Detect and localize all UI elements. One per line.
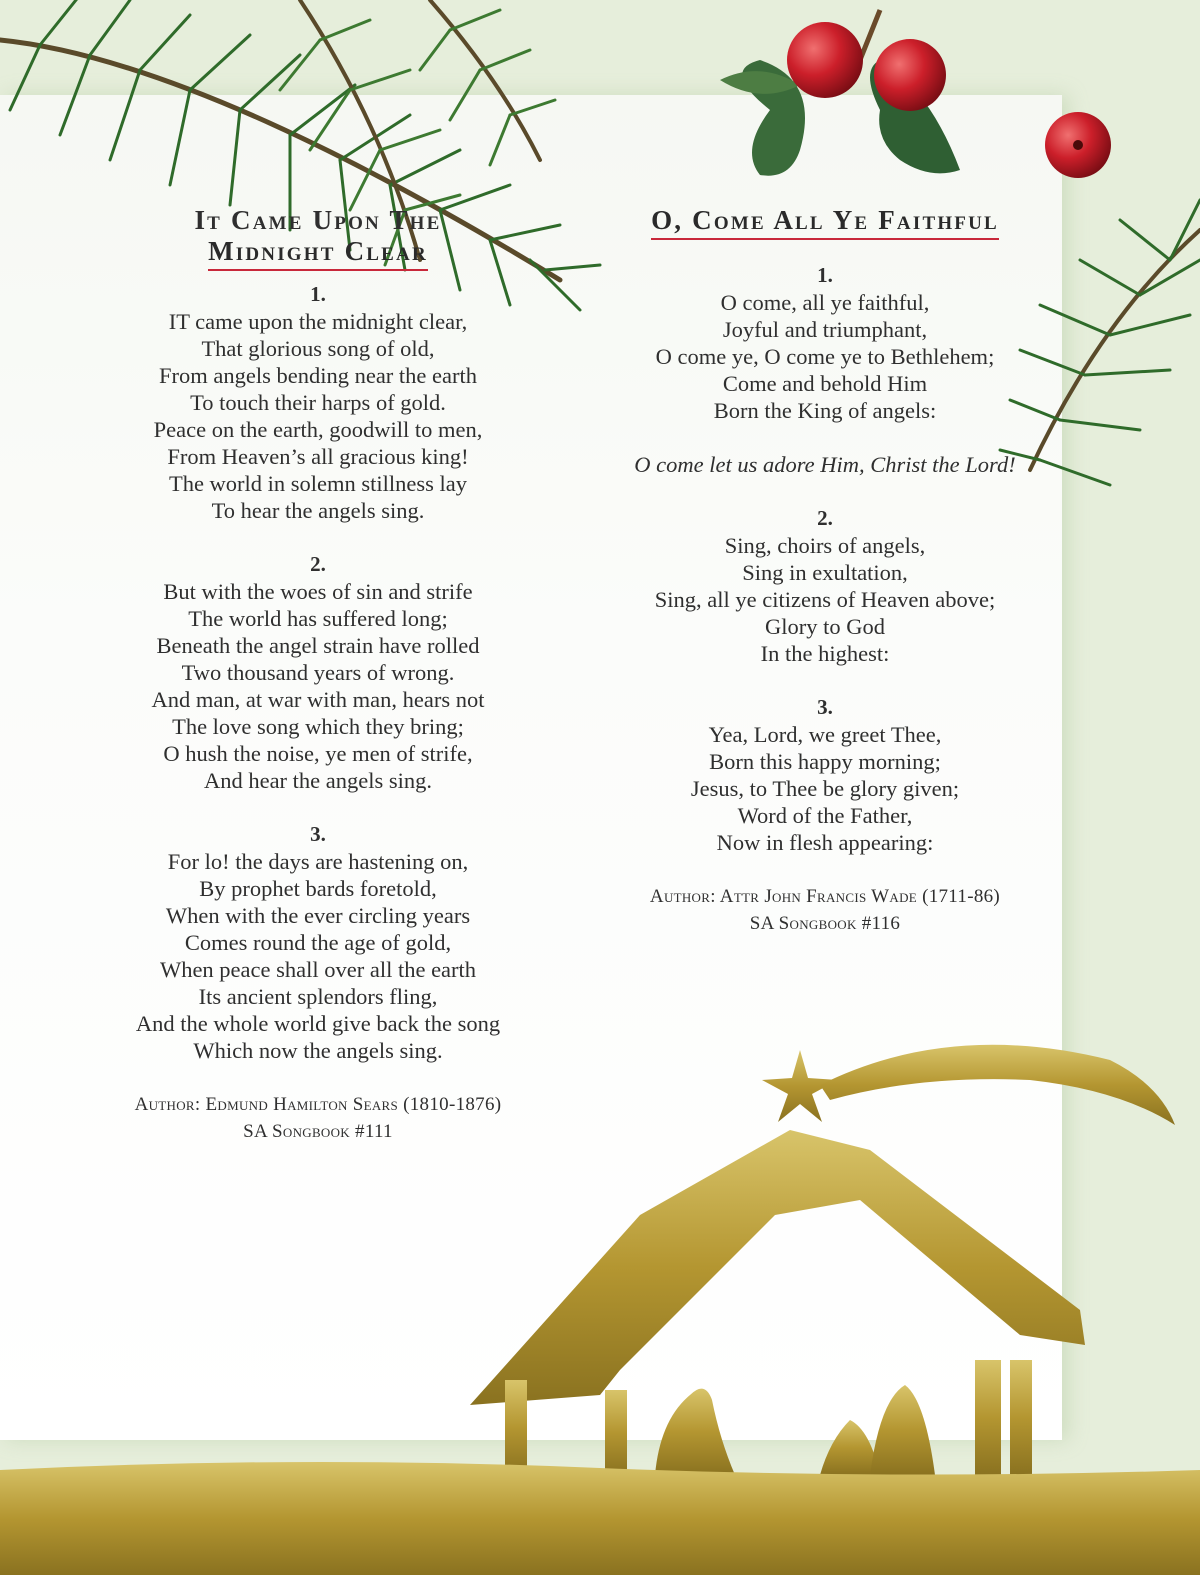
- right-song-verse-line: Jesus, to Thee be glory given;: [690, 776, 960, 801]
- right-song-verse-line: Glory to God: [765, 614, 885, 639]
- left-song-verse-line: To touch their harps of gold.: [190, 390, 446, 415]
- left-song-verse-line: When with the ever circling years: [165, 903, 471, 928]
- left-song-songbook: SA Songbook #111: [243, 1121, 393, 1142]
- left-song-verse-line: Peace on the earth, goodwill to men,: [153, 417, 483, 442]
- left-song-verse-line: And man, at war with man, hears not: [151, 687, 485, 712]
- left-song-verse: [90, 821, 546, 1064]
- right-song: [600, 205, 1050, 937]
- nativity-stable-icon: [470, 1130, 1085, 1475]
- left-song-verse-line: That glorious song of old,: [201, 336, 435, 361]
- left-song-verse-number: 3.: [310, 822, 326, 846]
- shooting-star-icon: [762, 1045, 1175, 1125]
- left-song-verse-line: To hear the angels sing.: [211, 498, 425, 523]
- left-song-verse-number: 2.: [310, 552, 326, 576]
- right-song-author: Author: Attr John Francis Wade (1711-86): [649, 886, 1001, 907]
- left-song-verse-line: O hush the noise, ye men of strife,: [163, 741, 473, 766]
- left-song-verse-line: Two thousand years of wrong.: [181, 660, 455, 685]
- left-song-verse-line: The world has suffered long;: [188, 606, 448, 631]
- right-song-verse-line: Joyful and triumphant,: [722, 317, 928, 342]
- left-song-title-line2: Midnight Clear: [208, 236, 428, 271]
- left-song-verse-line: But with the woes of sin and strife: [163, 579, 473, 604]
- left-song-credit: [90, 1091, 546, 1145]
- right-song-verse-line: Word of the Father,: [737, 803, 913, 828]
- right-song-verse: [600, 694, 1050, 856]
- left-song-verse-line: And hear the angels sing.: [203, 768, 433, 793]
- left-song-verse-line: IT came upon the midnight clear,: [168, 309, 468, 334]
- left-song-verse-line: From Heaven’s all gracious king!: [167, 444, 469, 469]
- left-song-verse-line: The love song which they bring;: [172, 714, 464, 739]
- left-song-verse: [90, 551, 546, 794]
- right-song-verse-line: Born the King of angels:: [713, 398, 937, 423]
- right-song-verse-line: Born this happy morning;: [709, 749, 941, 774]
- right-song-credit: [600, 883, 1050, 937]
- left-song-verses: [90, 281, 546, 1064]
- left-song-verse-line: Its ancient splendors fling,: [198, 984, 438, 1009]
- left-song-verse-line: From angels bending near the earth: [158, 363, 478, 388]
- left-song-verse-line: The world in solemn stillness lay: [168, 471, 468, 496]
- right-song-verse-number: 3.: [817, 695, 833, 719]
- right-song-verse-line: Sing, all ye citizens of Heaven above;: [654, 587, 996, 612]
- left-song-title-line1: It Came Upon The: [194, 205, 442, 235]
- right-song-verse-line: O come, all ye faithful,: [720, 290, 930, 315]
- holly-berries-icon: [720, 10, 1111, 178]
- left-song-verse-number: 1.: [310, 282, 326, 306]
- right-song-verse-line: Yea, Lord, we greet Thee,: [708, 722, 942, 747]
- gold-glitter-ground-icon: [0, 1462, 1200, 1575]
- left-song-verse-line: Which now the angels sing.: [193, 1038, 443, 1063]
- right-song-verse-line: Sing, choirs of angels,: [724, 533, 926, 558]
- right-song-verse-line: Now in flesh appearing:: [716, 830, 934, 855]
- right-song-verse-number: 1.: [817, 263, 833, 287]
- right-song-verse: [600, 505, 1050, 667]
- right-song-verse-line: O come ye, O come ye to Bethlehem;: [655, 344, 995, 369]
- right-song-verse-line: In the highest:: [760, 641, 890, 666]
- left-song-title-block: [90, 205, 546, 271]
- right-song-verse-number: 2.: [817, 506, 833, 530]
- left-song: [90, 205, 546, 1145]
- right-song-verse-line: Sing in exultation,: [742, 560, 908, 585]
- left-song-author: Author: Edmund Hamilton Sears (1810-1876): [134, 1094, 502, 1115]
- left-song-verse: [90, 281, 546, 524]
- right-song-verse: [600, 262, 1050, 424]
- left-song-verse-line: By prophet bards foretold,: [199, 876, 437, 901]
- left-song-verse-line: Comes round the age of gold,: [184, 930, 452, 955]
- left-song-verse-line: When peace shall over all the earth: [159, 957, 477, 982]
- right-song-title-block: [600, 205, 1050, 240]
- right-song-songbook: SA Songbook #116: [749, 913, 901, 934]
- right-song-title: O, Come All Ye Faithful: [651, 205, 999, 240]
- right-song-refrain: O come let us adore Him, Christ the Lord!: [634, 452, 1016, 477]
- left-song-verse-line: For lo! the days are hastening on,: [167, 849, 469, 874]
- left-song-verse-line: Beneath the angel strain have rolled: [156, 633, 480, 658]
- right-song-verses: [600, 262, 1050, 856]
- right-song-verse-line: Come and behold Him: [722, 371, 928, 396]
- left-song-verse-line: And the whole world give back the song: [135, 1011, 501, 1036]
